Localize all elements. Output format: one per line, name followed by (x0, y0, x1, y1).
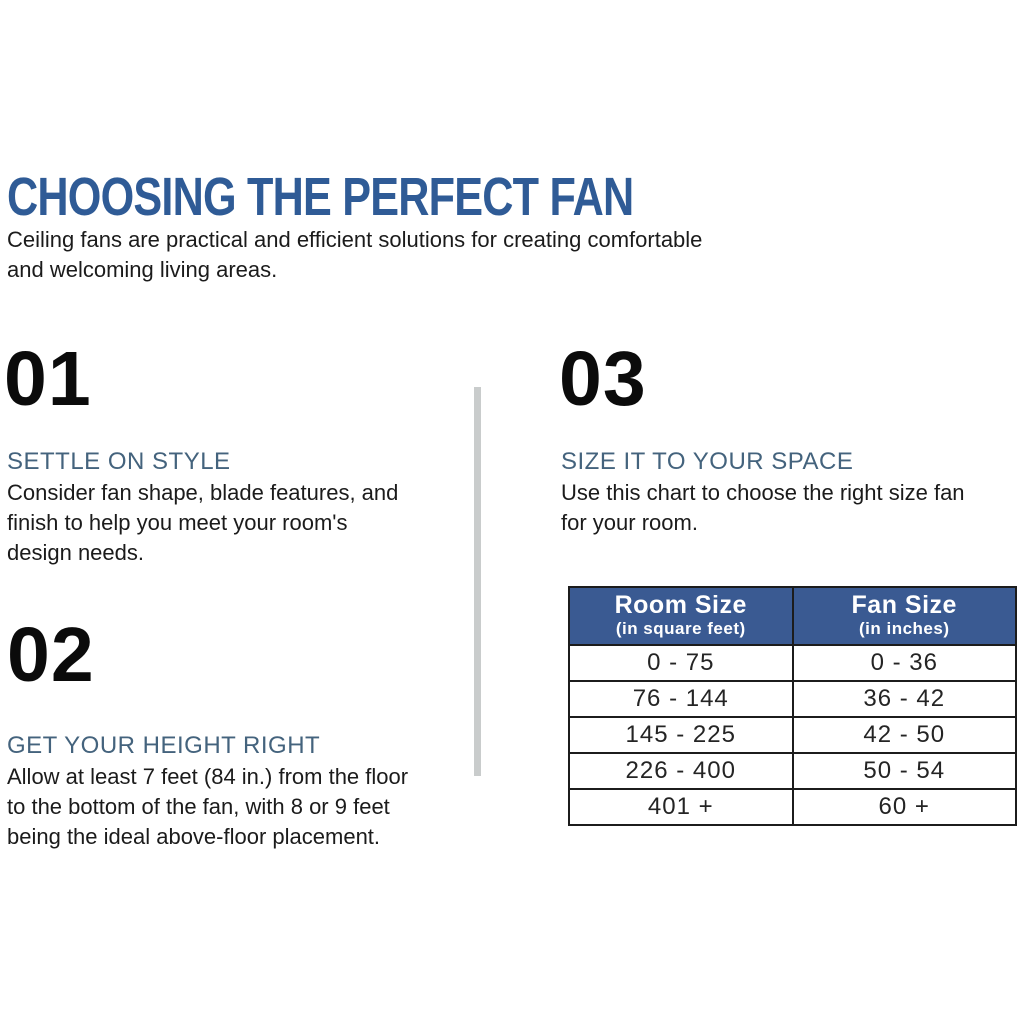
table-row (569, 789, 1016, 825)
room-size-cell: 0 - 75 (569, 645, 793, 681)
room-size-cell: 226 - 400 (569, 753, 793, 789)
fan-size-cell: 0 - 36 (793, 645, 1017, 681)
room-size-cell: 76 - 144 (569, 681, 793, 717)
vertical-divider (474, 387, 481, 776)
fan-size-cell: 60 + (793, 789, 1017, 825)
fan-size-cell: 42 - 50 (793, 717, 1017, 753)
step-1-body: Consider fan shape, blade features, and finish to help you meet your room's design needs. (7, 480, 399, 565)
table-row (569, 717, 1016, 753)
fan-size-table (568, 586, 1017, 826)
room-size-header (569, 587, 793, 645)
room-size-cell: 145 - 225 (569, 717, 793, 753)
fan-size-header-label: Fan Size (851, 591, 957, 619)
step-1-number: 01 (4, 336, 92, 422)
room-size-cell: 401 + (569, 789, 793, 825)
step-1-heading: SETTLE ON STYLE (7, 448, 231, 475)
room-size-header-sublabel: (in square feet) (615, 619, 746, 638)
page-subtitle: Ceiling fans are practical and efficient solutions for creating comfortable and welcoming living areas. (7, 227, 703, 282)
step-3-body: Use this chart to choose the right size fan for your room. (561, 480, 965, 535)
table-row (569, 645, 1016, 681)
fan-size-cell: 50 - 54 (793, 753, 1017, 789)
table-row (569, 681, 1016, 717)
table-header-row (569, 587, 1016, 645)
fan-size-header (793, 587, 1017, 645)
fan-size-header-sublabel: (in inches) (858, 619, 950, 638)
step-2-number: 02 (7, 612, 95, 698)
step-2-body: Allow at least 7 feet (84 in.) from the floor to the bottom of the fan, with 8 or 9 feet being the ideal above-floor placement. (7, 764, 409, 849)
step-3-heading: SIZE IT TO YOUR SPACE (561, 448, 854, 475)
table-row (569, 753, 1016, 789)
fan-size-cell: 36 - 42 (793, 681, 1017, 717)
room-size-header-label: Room Size (614, 591, 747, 619)
step-2-heading: GET YOUR HEIGHT RIGHT (7, 732, 321, 759)
step-3-number: 03 (559, 336, 647, 422)
page-title: CHOOSING THE PERFECT FAN (7, 167, 634, 227)
